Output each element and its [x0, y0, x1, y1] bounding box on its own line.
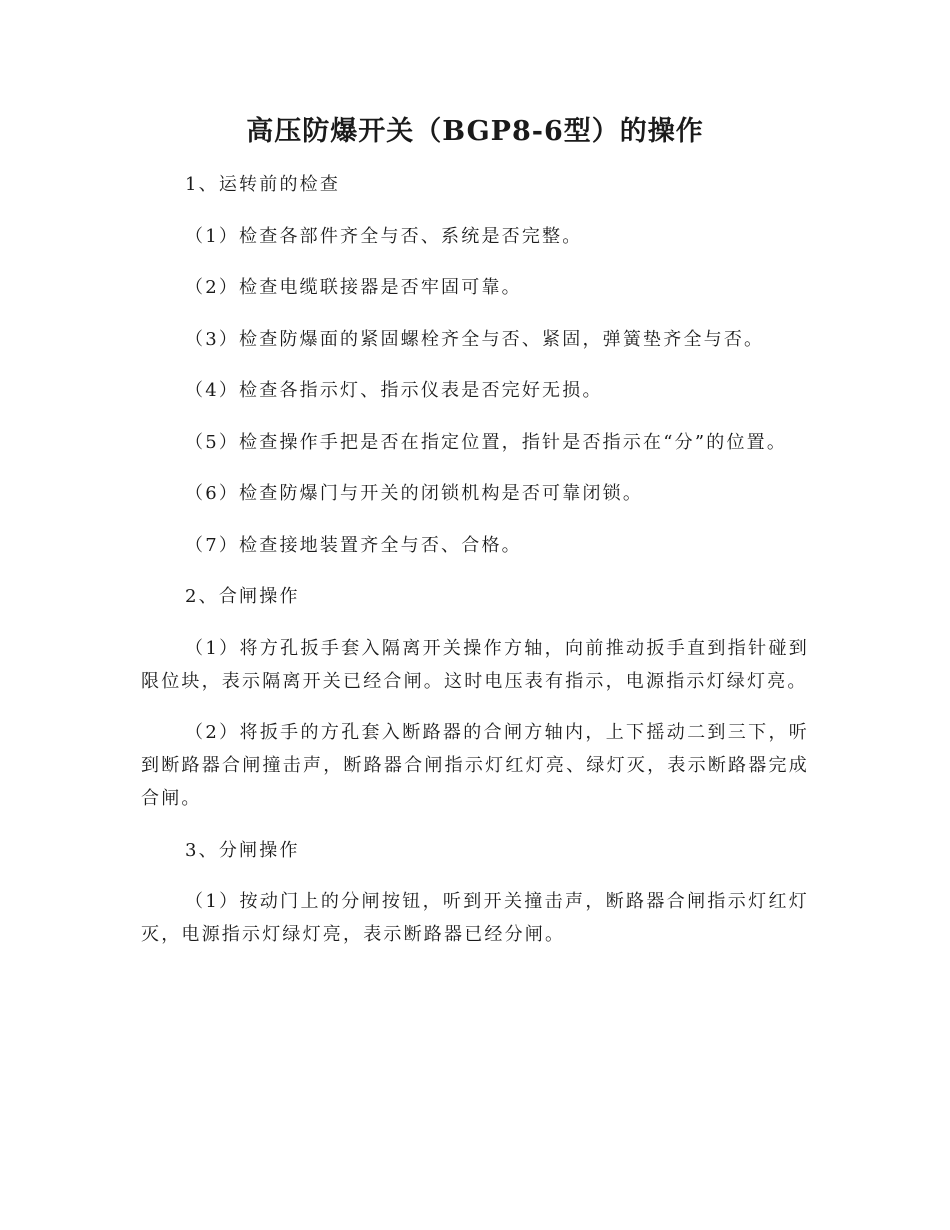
page-title: 高压防爆开关（BGP8-6型）的操作 [246, 116, 704, 147]
paragraph-check-6: （6）检查防爆门与开关的闭锁机构是否可靠闭锁。 [185, 483, 644, 504]
paragraph-check-7: （7）检查接地装置齐全与否、合格。 [185, 534, 522, 556]
section-heading-closing-operation: 2、合闸操作 [185, 586, 300, 607]
section-heading-opening-operation: 3、分闸操作 [185, 839, 300, 861]
paragraph-check-1: （1）检查各部件齐全与否、系统是否完整。 [185, 225, 583, 247]
paragraph-check-3: （3）检查防爆面的紧固螺栓齐全与否、紧固，弹簧垫齐全与否。 [185, 328, 765, 350]
paragraph-closing-2: （2）将扳手的方孔套入断路器的合闸方轴内，上下摇动二到三下，听到断路器合闸撞击声，断路器合闸指示灯红灯亮、绿灯灭，表示断路器完成合闸。 [141, 722, 809, 809]
paragraph-check-5: （5）检查操作手把是否在指定位置，指针是否指示在“分”的位置。 [185, 431, 788, 453]
paragraph-check-2: （2）检查电缆联接器是否牢固可靠。 [185, 277, 522, 298]
paragraph-check-4: （4）检查各指示灯、指示仪表是否完好无损。 [185, 380, 603, 401]
section-heading-pre-operation-check: 1、运转前的检查 [185, 174, 341, 195]
paragraph-opening-1: （1）按动门上的分闸按钮，听到开关撞击声，断路器合闸指示灯红灯灭，电源指示灯绿灯亮，表示断路器已经分闸。 [141, 891, 809, 945]
document-body [141, 168, 809, 970]
paragraph-closing-1: （1）将方孔扳手套入隔离开关操作方轴，向前推动扳手直到指针碰到限位块，表示隔离开关已经合闸。这时电压表有指示，电源指示灯绿灯亮。 [141, 637, 809, 692]
